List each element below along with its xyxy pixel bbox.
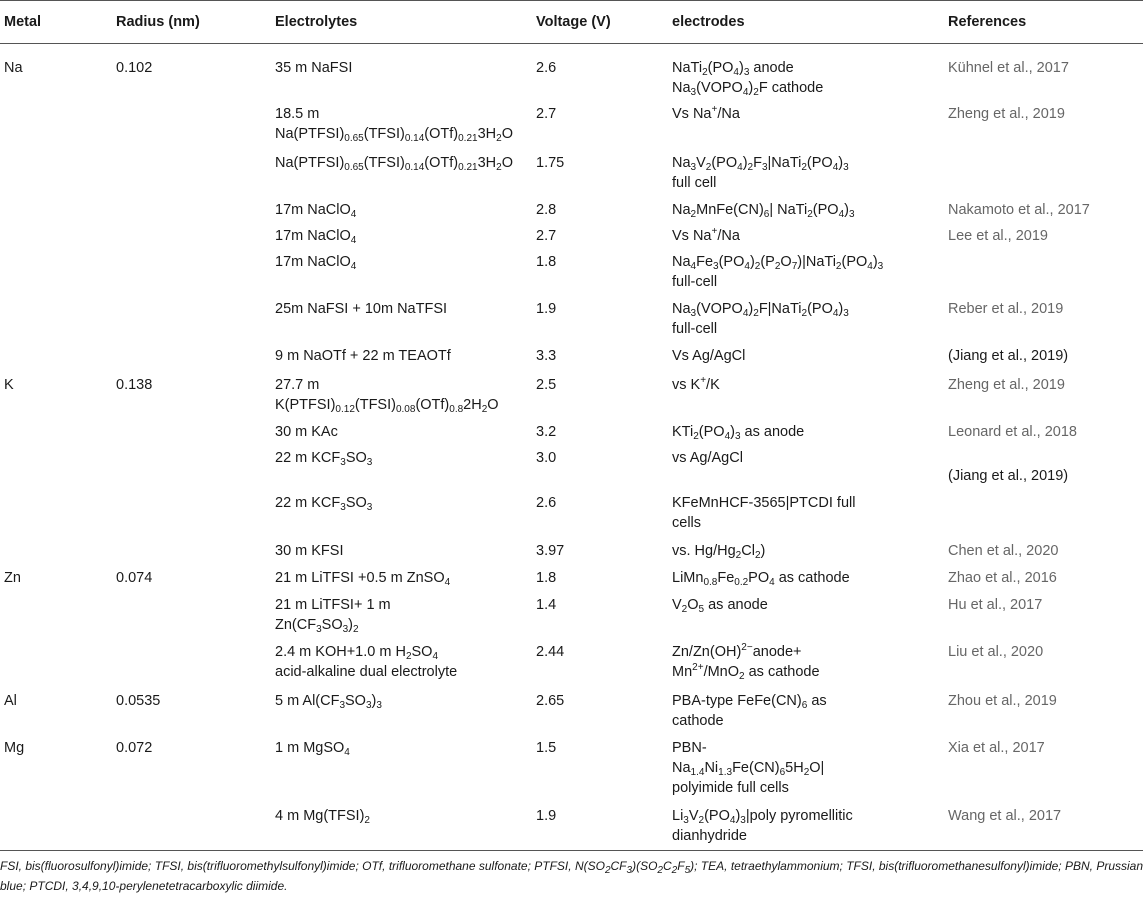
electrolyte-cell: 21 m LiTFSI+ 1 m $Zn(CF_3SO_3)_2$ (275, 597, 391, 635)
header-references: References (948, 14, 1027, 30)
reference-cell: Zheng et al., 2019 (948, 377, 1065, 393)
header-electrolytes: Electrolytes (275, 14, 358, 30)
reference-cell: Xia et al., 2017 (948, 740, 1045, 756)
electrolyte-cell: 30 m KFSI (275, 543, 344, 559)
electrolyte-cell: 17m NaClO$_4$ (275, 202, 357, 220)
voltage-cell: 2.8 (536, 202, 557, 218)
electrode-cell: PBA-type $FeFe(CN)_6$ as cathode (672, 693, 827, 729)
electrolyte-cell: 21 m LiTFSI +0.5 m ZnSO$_4$ (275, 570, 451, 588)
reference-cell: (Jiang et al., 2019) (948, 348, 1069, 364)
electrolyte-cell: 30 m KAc (275, 424, 338, 440)
electrolyte-cell: 22 m $KCF_3SO_3$ (275, 495, 373, 513)
voltage-cell: 3.97 (536, 543, 565, 559)
electrode-cell: Vs Na+/Na (672, 104, 740, 122)
reference-cell: Reber et al., 2019 (948, 301, 1064, 317)
electrolyte-cell: 35 m NaFSI (275, 60, 353, 76)
voltage-cell: 1.5 (536, 740, 557, 756)
electrode-cell: $V_2O_5$ as anode (672, 597, 768, 615)
reference-cell: Zhou et al., 2019 (948, 693, 1057, 709)
electrode-cell: vs Ag/AgCl (672, 450, 743, 466)
voltage-cell: 2.7 (536, 228, 557, 244)
electrolyte-cell: 2.4 m KOH+1.0 m $H_2SO_4$ acid-alkaline dual electrolyte (275, 644, 458, 680)
electrode-cell: vs. $Hg/Hg_2Cl_2$) (672, 543, 766, 561)
voltage-cell: 3.2 (536, 424, 557, 440)
header-rule (0, 43, 1143, 44)
voltage-cell: 1.75 (536, 155, 565, 171)
electrode-cell: $Na_2MnFe(CN)_6|$ $NaTi_2(PO_4)_3$ (672, 202, 855, 220)
electrode-cell: vs K+/K (672, 375, 720, 393)
voltage-cell: 2.6 (536, 60, 557, 76)
electrode-cell: $Na_3V_2(PO_4)_2F_3|NaTi_2(PO_4)_3$ full cell (672, 155, 849, 191)
electrode-cell: $Li_3V_2(PO_4)_3|poly$ pyromellitic dianhydride (672, 808, 853, 844)
header-electrodes: electrodes (672, 14, 745, 30)
voltage-cell: 3.0 (536, 450, 557, 466)
header-voltage: Voltage (V) (536, 14, 611, 30)
electrolyte-cell: 17m NaClO$_4$ (275, 228, 357, 246)
reference-cell: Wang et al., 2017 (948, 808, 1062, 824)
voltage-cell: 2.65 (536, 693, 565, 709)
electrolyte-cell: 22 m $KCF_3SO_3$ (275, 450, 373, 468)
reference-cell: Kühnel et al., 2017 (948, 60, 1069, 76)
voltage-cell: 3.3 (536, 348, 557, 364)
electrolyte-cell: $Na(PTFSI)_{0.65}(TFSI)_{0.14}(OTf)_{0.21}3H_2O$ (275, 155, 513, 173)
table-footnote: FSI, bis(fluorosulfonyl)imide; TFSI, bis(trifluoromethylsulfonyl)imide; OTf, trifluoromethane sulfonate; PTFSI, $N(SO_2CF_3)(SO_2C_2F_5)$; TEA, tetraethylammonium; TFSI, bis(trifluoromethanesulfonyl)imide; PBN, Prussian blue; PTCDI, 3,4,9,10-perylenetetracarboxylic diimide. (0, 859, 1143, 893)
reference-cell: Chen et al., 2020 (948, 543, 1059, 559)
electrode-cell: $KTi_2(PO_4)_3$ as anode (672, 424, 805, 442)
electrode-cell: Zn/Zn(OH)$^{2-}$anode+ $Mn^{2+}/MnO_2$ as cathode (672, 642, 820, 682)
electrolyte-cell: 1 m MgSO$_4$ (275, 740, 350, 758)
reference-cell: Nakamoto et al., 2017 (948, 202, 1090, 218)
electrode-cell: Vs Ag/AgCl (672, 348, 746, 364)
metal-cell: Al (4, 693, 17, 709)
voltage-cell: 2.6 (536, 495, 557, 511)
voltage-cell: 2.44 (536, 644, 565, 660)
radius-cell: 0.0535 (116, 693, 161, 709)
electrode-cell: $Na_3(VOPO_4)_2F|NaTi_2(PO_4)_3$ full-cell (672, 301, 849, 337)
voltage-cell: 2.7 (536, 106, 557, 122)
reference-cell: Liu et al., 2020 (948, 644, 1044, 660)
header-metal: Metal (4, 14, 42, 30)
table-top-rule (0, 0, 1143, 1)
metal-cell: Na (4, 60, 23, 76)
radius-cell: 0.102 (116, 60, 153, 76)
metal-cell: K (4, 377, 14, 393)
electrode-cell: KFeMnHCF-3565|PTCDI full cells (672, 495, 856, 531)
metal-cell: Zn (4, 570, 21, 586)
electrolyte-cell: 5 m $Al(CF_3SO_3)_3$ (275, 693, 382, 711)
electrode-cell: Vs Na+/Na (672, 226, 740, 244)
voltage-cell: 1.9 (536, 301, 557, 317)
electrode-cell: $LiMn_{0.8}Fe_{0.2}PO_4$ as cathode (672, 570, 850, 588)
metal-cell: Mg (4, 740, 25, 756)
voltage-cell: 2.5 (536, 377, 557, 393)
reference-cell: Lee et al., 2019 (948, 228, 1048, 244)
electrolyte-cell: 18.5 m $Na(PTFSI)_{0.65}(TFSI)_{0.14}(OTf)_{0.21}3H_2O$ (275, 106, 513, 144)
table-bottom-rule (0, 850, 1143, 851)
voltage-cell: 1.8 (536, 570, 557, 586)
electrolyte-cell: 27.7 m $K(PTFSI)_{0.12}(TFSI)_{0.08}(OTf)_{0.8}2H_2O$ (275, 377, 499, 415)
electrolyte-cell: 17m NaClO$_4$ (275, 254, 357, 272)
electrode-cell: $NaTi_2(PO_4)_3$ anode $Na_3(VOPO_4)_2F$ cathode (672, 60, 824, 98)
radius-cell: 0.138 (116, 377, 153, 393)
reference-cell: Zheng et al., 2019 (948, 106, 1065, 122)
reference-cell: (Jiang et al., 2019) (948, 468, 1069, 484)
radius-cell: 0.072 (116, 740, 153, 756)
electrolyte-cell: 25m NaFSI + 10m NaTFSI (275, 301, 448, 317)
electrolyte-cell: 4 m $Mg(TFSI)_2$ (275, 808, 370, 826)
electrode-cell: $Na_4Fe_3(PO_4)_2(P_2O_7)|NaTi_2(PO_4)_3$ full-cell (672, 254, 884, 290)
header-radius: Radius (nm) (116, 14, 200, 30)
radius-cell: 0.074 (116, 570, 153, 586)
voltage-cell: 1.4 (536, 597, 557, 613)
voltage-cell: 1.9 (536, 808, 557, 824)
reference-cell: Zhao et al., 2016 (948, 570, 1057, 586)
reference-cell: Leonard et al., 2018 (948, 424, 1077, 440)
voltage-cell: 1.8 (536, 254, 557, 270)
electrode-cell: PBN- $Na_{1.4}Ni_{1.3}Fe(CN)_65H_2O|$ polyimide full cells (672, 740, 825, 796)
reference-cell: Hu et al., 2017 (948, 597, 1043, 613)
electrolyte-cell: 9 m NaOTf + 22 m TEAOTf (275, 348, 451, 364)
